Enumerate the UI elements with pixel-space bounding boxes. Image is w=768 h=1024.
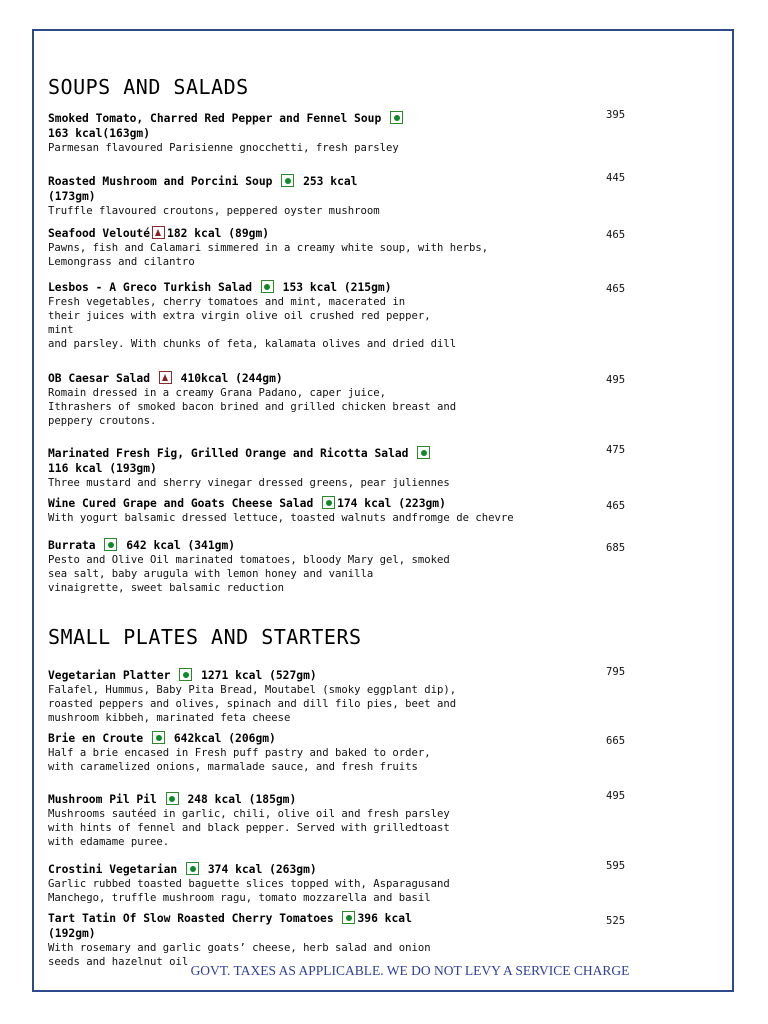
veg-icon xyxy=(179,668,192,681)
menu-item xyxy=(48,911,628,969)
menu-item xyxy=(48,538,628,595)
dish-description: mint xyxy=(48,324,74,336)
non-veg-icon xyxy=(152,226,165,239)
dish-kcal: 163 kcal(163gm) xyxy=(48,127,151,140)
section-heading-soups: SOUPS AND SALADS xyxy=(48,75,249,99)
dish-description: and parsley. With chunks of feta, kalamata olives and dried dill xyxy=(48,338,457,350)
dish-kcal: 374 kcal (263gm) xyxy=(207,863,317,876)
dish-name: Smoked Tomato, Charred Red Pepper and Fennel Soup xyxy=(48,112,382,125)
veg-icon xyxy=(342,911,355,924)
veg-icon xyxy=(166,792,179,805)
veg-icon xyxy=(417,446,430,459)
dish-price: 465 xyxy=(606,229,626,241)
dish-description: Garlic rubbed toasted baguette slices topped with, Asparagusand xyxy=(48,878,450,890)
menu-item xyxy=(48,280,628,351)
dish-price: 445 xyxy=(606,172,626,184)
dish-description: Lemongrass and cilantro xyxy=(48,256,195,268)
dish-name: Vegetarian Platter xyxy=(48,669,171,682)
dish-description: Romain dressed in a creamy Grana Padano, caper juice, xyxy=(48,387,387,399)
dish-description: peppery croutons. xyxy=(48,415,157,427)
veg-icon xyxy=(390,111,403,124)
dish-name: Seafood Velouté xyxy=(48,227,151,240)
dish-name: Brie en Croute xyxy=(48,732,144,745)
dish-name: Tart Tatin Of Slow Roasted Cherry Tomatoes xyxy=(48,912,334,925)
dish-name: OB Caesar Salad xyxy=(48,372,151,385)
dish-description: Pesto and Olive Oil marinated tomatoes, bloody Mary gel, smoked xyxy=(48,554,450,566)
dish-price: 595 xyxy=(606,860,626,872)
dish-description: with edamame puree. xyxy=(48,836,170,848)
veg-icon xyxy=(322,496,335,509)
dish-weight: (192gm) xyxy=(48,927,96,940)
menu-item xyxy=(48,226,628,269)
dish-price: 395 xyxy=(606,109,626,121)
menu-item xyxy=(48,792,628,849)
dish-description: Three mustard and sherry vinegar dressed greens, pear juliennes xyxy=(48,477,450,489)
dish-description: with hints of fennel and black pepper. Served with grilledtoast xyxy=(48,822,450,834)
menu-item xyxy=(48,496,628,525)
non-veg-icon xyxy=(159,371,172,384)
dish-kcal: 182 kcal (89gm) xyxy=(167,227,270,240)
dish-kcal: 153 kcal (215gm) xyxy=(282,281,392,294)
dish-price: 465 xyxy=(606,283,626,295)
tax-notice-footer: GOVT. TAXES AS APPLICABLE. WE DO NOT LEVY A SERVICE CHARGE xyxy=(190,963,630,978)
dish-price: 495 xyxy=(606,374,626,386)
dish-description: With rosemary and garlic goats’ cheese, herb salad and onion xyxy=(48,942,431,954)
dish-description: Mushrooms sautéed in garlic, chili, olive oil and fresh parsley xyxy=(48,808,450,820)
menu-item xyxy=(48,371,628,428)
dish-description: their juices with extra virgin olive oil crushed red pepper, xyxy=(48,310,431,322)
dish-description: roasted peppers and olives, spinach and dill filo pies, beet and xyxy=(48,698,457,710)
veg-icon xyxy=(261,280,274,293)
dish-description: with caramelized onions, marmalade sauce, and fresh fruits xyxy=(48,761,418,773)
dish-description: mushroom kibbeh, marinated feta cheese xyxy=(48,712,291,724)
section-heading-starters: SMALL PLATES AND STARTERS xyxy=(48,625,362,649)
dish-name: Crostini Vegetarian xyxy=(48,863,178,876)
dish-price: 795 xyxy=(606,666,626,678)
veg-icon xyxy=(186,862,199,875)
dish-description: sea salt, baby arugula with lemon honey and vanilla xyxy=(48,568,374,580)
dish-description: seeds and hazelnut oil xyxy=(48,956,189,968)
dish-price: 465 xyxy=(606,500,626,512)
dish-description: Truffle flavoured croutons, peppered oyster mushroom xyxy=(48,205,380,217)
dish-price: 495 xyxy=(606,790,626,802)
dish-description: Ithrashers of smoked bacon brined and grilled chicken breast and xyxy=(48,401,457,413)
dish-name: Wine Cured Grape and Goats Cheese Salad xyxy=(48,497,314,510)
dish-kcal: 642kcal (206gm) xyxy=(173,732,276,745)
menu-item xyxy=(48,668,628,725)
dish-description: Parmesan flavoured Parisienne gnocchetti, fresh parsley xyxy=(48,142,399,154)
dish-description: Half a brie encased in Fresh puff pastry and baked to order, xyxy=(48,747,431,759)
menu-item xyxy=(48,174,628,218)
dish-price: 685 xyxy=(606,542,626,554)
dish-kcal: 248 kcal (185gm) xyxy=(187,793,297,806)
veg-icon xyxy=(281,174,294,187)
dish-kcal: 253 kcal xyxy=(303,175,358,188)
menu-item xyxy=(48,446,628,490)
dish-price: 665 xyxy=(606,735,626,747)
veg-icon xyxy=(152,731,165,744)
dish-price: 525 xyxy=(606,915,626,927)
dish-weight: (173gm) xyxy=(48,190,96,203)
dish-kcal: 1271 kcal (527gm) xyxy=(201,669,317,682)
menu-item xyxy=(48,862,628,905)
dish-description: Manchego, truffle mushroom ragu, tomato mozzarella and basil xyxy=(48,892,431,904)
dish-kcal: 410kcal (244gm) xyxy=(180,372,283,385)
dish-price: 475 xyxy=(606,444,626,456)
dish-name: Marinated Fresh Fig, Grilled Orange and Ricotta Salad xyxy=(48,447,409,460)
dish-name: Roasted Mushroom and Porcini Soup xyxy=(48,175,273,188)
dish-kcal: 396 kcal xyxy=(357,912,412,925)
dish-name: Burrata xyxy=(48,539,96,552)
dish-description: Fresh vegetables, cherry tomatoes and mint, macerated in xyxy=(48,296,406,308)
dish-description: With yogurt balsamic dressed lettuce, toasted walnuts andfromge de chevre xyxy=(48,512,514,524)
dish-name: Mushroom Pil Pil xyxy=(48,793,157,806)
dish-kcal: 174 kcal (223gm) xyxy=(337,497,446,510)
dish-kcal: 642 kcal (341gm) xyxy=(126,539,236,552)
dish-description: Pawns, fish and Calamari simmered in a creamy white soup, with herbs, xyxy=(48,242,489,254)
menu-item xyxy=(48,111,628,155)
dish-description: vinaigrette, sweet balsamic reduction xyxy=(48,582,284,594)
dish-description: Falafel, Hummus, Baby Pita Bread, Moutabel (smoky eggplant dip), xyxy=(48,684,457,696)
dish-name: Lesbos - A Greco Turkish Salad xyxy=(48,281,253,294)
menu-item xyxy=(48,731,628,774)
dish-kcal: 116 kcal (193gm) xyxy=(48,462,157,475)
veg-icon xyxy=(104,538,117,551)
